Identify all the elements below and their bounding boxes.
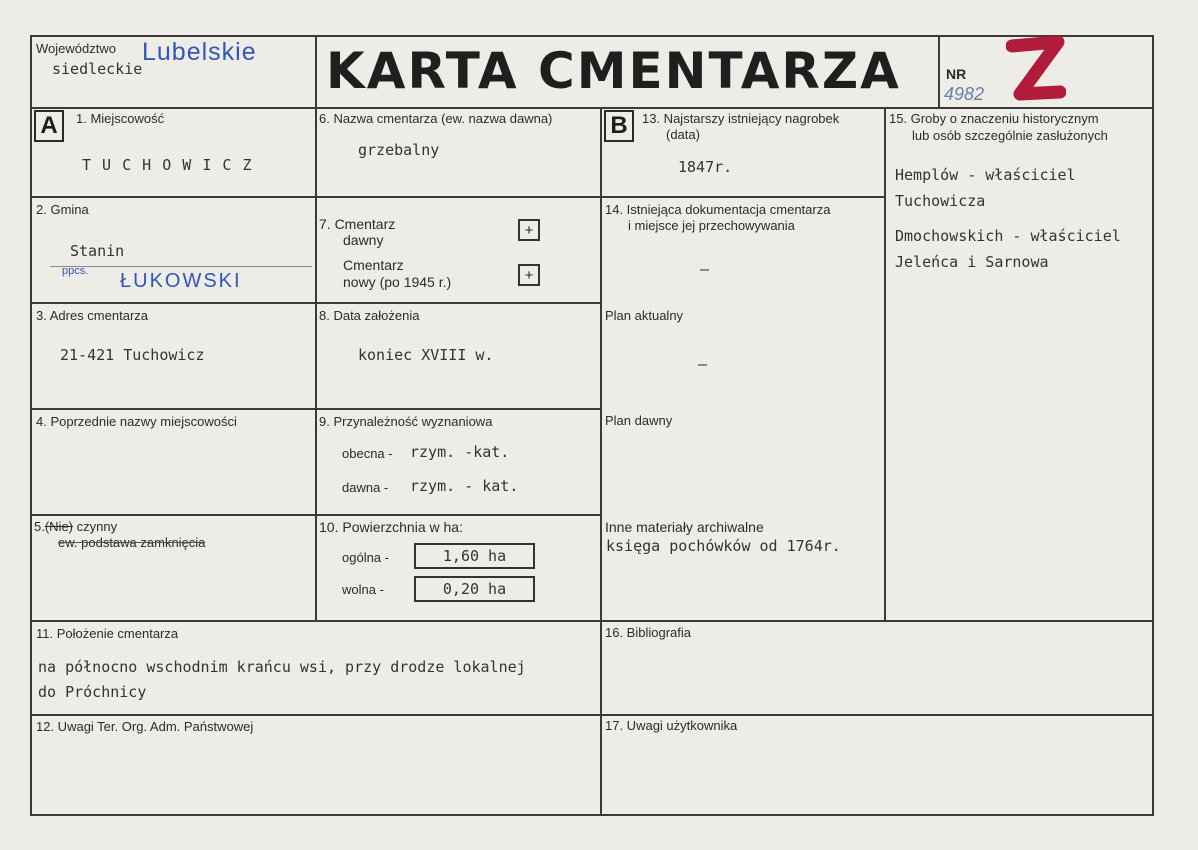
f11-label: 11. Położenie cmentarza — [36, 626, 179, 641]
f3-value: 21-421 Tuchowicz — [60, 346, 205, 364]
nr-value: 4982 — [944, 84, 985, 104]
plan-aktualny-label: Plan aktualny — [605, 308, 684, 323]
f15-label-line2: lub osób szczególnie zasłużonych — [912, 128, 1108, 143]
f8-label: 8. Data założenia — [319, 308, 420, 323]
f3-label: 3. Adres cmentarza — [36, 308, 148, 323]
f2-label: 2. Gmina — [36, 202, 89, 217]
section-b-letter: B — [604, 110, 634, 142]
inne-value: księga pochówków od 1764r. — [606, 537, 841, 555]
f9-dawna-label: dawna - — [342, 480, 389, 495]
f1-value: T U C H O W I C Z — [82, 156, 253, 174]
f6-label: 6. Nazwa cmentarza (ew. nazwa dawna) — [319, 111, 553, 126]
f15-label-line1: 15. Groby o znaczeniu historycznym — [889, 111, 1099, 126]
f7-nowy-checkbox[interactable]: + — [518, 264, 540, 286]
f5-label-rest: czynny — [73, 519, 118, 534]
f10-ogolna-value: 1,60 ha — [414, 543, 535, 569]
f15-value-line3: Dmochowskich - właściciel — [895, 227, 1121, 245]
f7-dawny-checkbox[interactable]: + — [518, 219, 540, 241]
f5-label-prefix: 5. — [34, 519, 45, 534]
f13-label-line2: (data) — [666, 127, 700, 142]
f4-label: 4. Poprzednie nazwy miejscowości — [36, 414, 237, 429]
f11-value-line2: do Próchnicy — [38, 683, 147, 701]
f2-note: ŁUKOWSKI — [120, 270, 242, 292]
f7-label-d: nowy (po 1945 r.) — [343, 274, 452, 290]
f7-label-a: 7. Cmentarz — [319, 216, 396, 232]
section-a-letter: A — [34, 110, 64, 142]
f10-label: 10. Powierzchnia w ha: — [319, 519, 463, 535]
inne-label: Inne materiały archiwalne — [605, 519, 764, 535]
f14-label-line2: i miejsce jej przechowywania — [628, 218, 795, 233]
f14-label-line1: 14. Istniejąca dokumentacja cmentarza — [605, 202, 831, 217]
f9-label: 9. Przynależność wyznaniowa — [319, 414, 493, 429]
page-title: KARTA CMENTARZA — [326, 42, 901, 100]
f9-obecna-value: rzym. -kat. — [410, 443, 510, 461]
wojewodztwo-value: Lubelskie — [142, 38, 257, 66]
f12-label: 12. Uwagi Ter. Org. Adm. Państwowej — [36, 719, 254, 734]
f10-wolna-label: wolna - — [342, 582, 384, 597]
f15-value-line1: Hemplów - właściciel — [895, 166, 1076, 184]
f17-label: 17. Uwagi użytkownika — [605, 718, 738, 733]
f10-wolna-value: 0,20 ha — [414, 576, 535, 602]
f15-value-line2: Tuchowicza — [895, 192, 986, 210]
f10-ogolna-label: ogólna - — [342, 550, 389, 565]
f9-dawna-value: rzym. - kat. — [410, 477, 519, 495]
f13-value: 1847r. — [678, 158, 733, 176]
f5-label-line2: ew. podstawa zamknięcia — [58, 535, 206, 550]
plan-aktualny-value: — — [698, 355, 708, 373]
plan-dawny-label: Plan dawny — [605, 413, 673, 428]
f5-label — [34, 519, 117, 535]
f1-label: 1. Miejscowość — [76, 111, 165, 126]
f11-value-line1: na północno wschodnim krańcu wsi, przy drodze lokalnej — [38, 658, 526, 676]
f9-obecna-label: obecna - — [342, 446, 393, 461]
f16-label: 16. Bibliografia — [605, 625, 691, 640]
f15-value-line4: Jeleńca i Sarnowa — [895, 253, 1049, 271]
f5-label-strike: (Nie) — [44, 519, 74, 534]
f6-value: grzebalny — [358, 141, 440, 159]
f2-value: Stanin — [70, 242, 125, 260]
f7-label-c: Cmentarz — [343, 257, 404, 273]
wojewodztwo-old: siedleckie — [52, 60, 143, 78]
f14-value: — — [700, 260, 710, 278]
f2-note-prefix: ppcs. — [62, 265, 89, 277]
wojewodztwo-label: Województwo — [36, 41, 116, 56]
f7-label-b: dawny — [343, 232, 384, 248]
f8-value: koniec XVIII w. — [358, 346, 494, 364]
nr-label: NR — [946, 66, 967, 82]
z-stamp-mark — [1006, 36, 1066, 108]
f13-label-line1: 13. Najstarszy istniejący nagrobek — [642, 111, 840, 126]
